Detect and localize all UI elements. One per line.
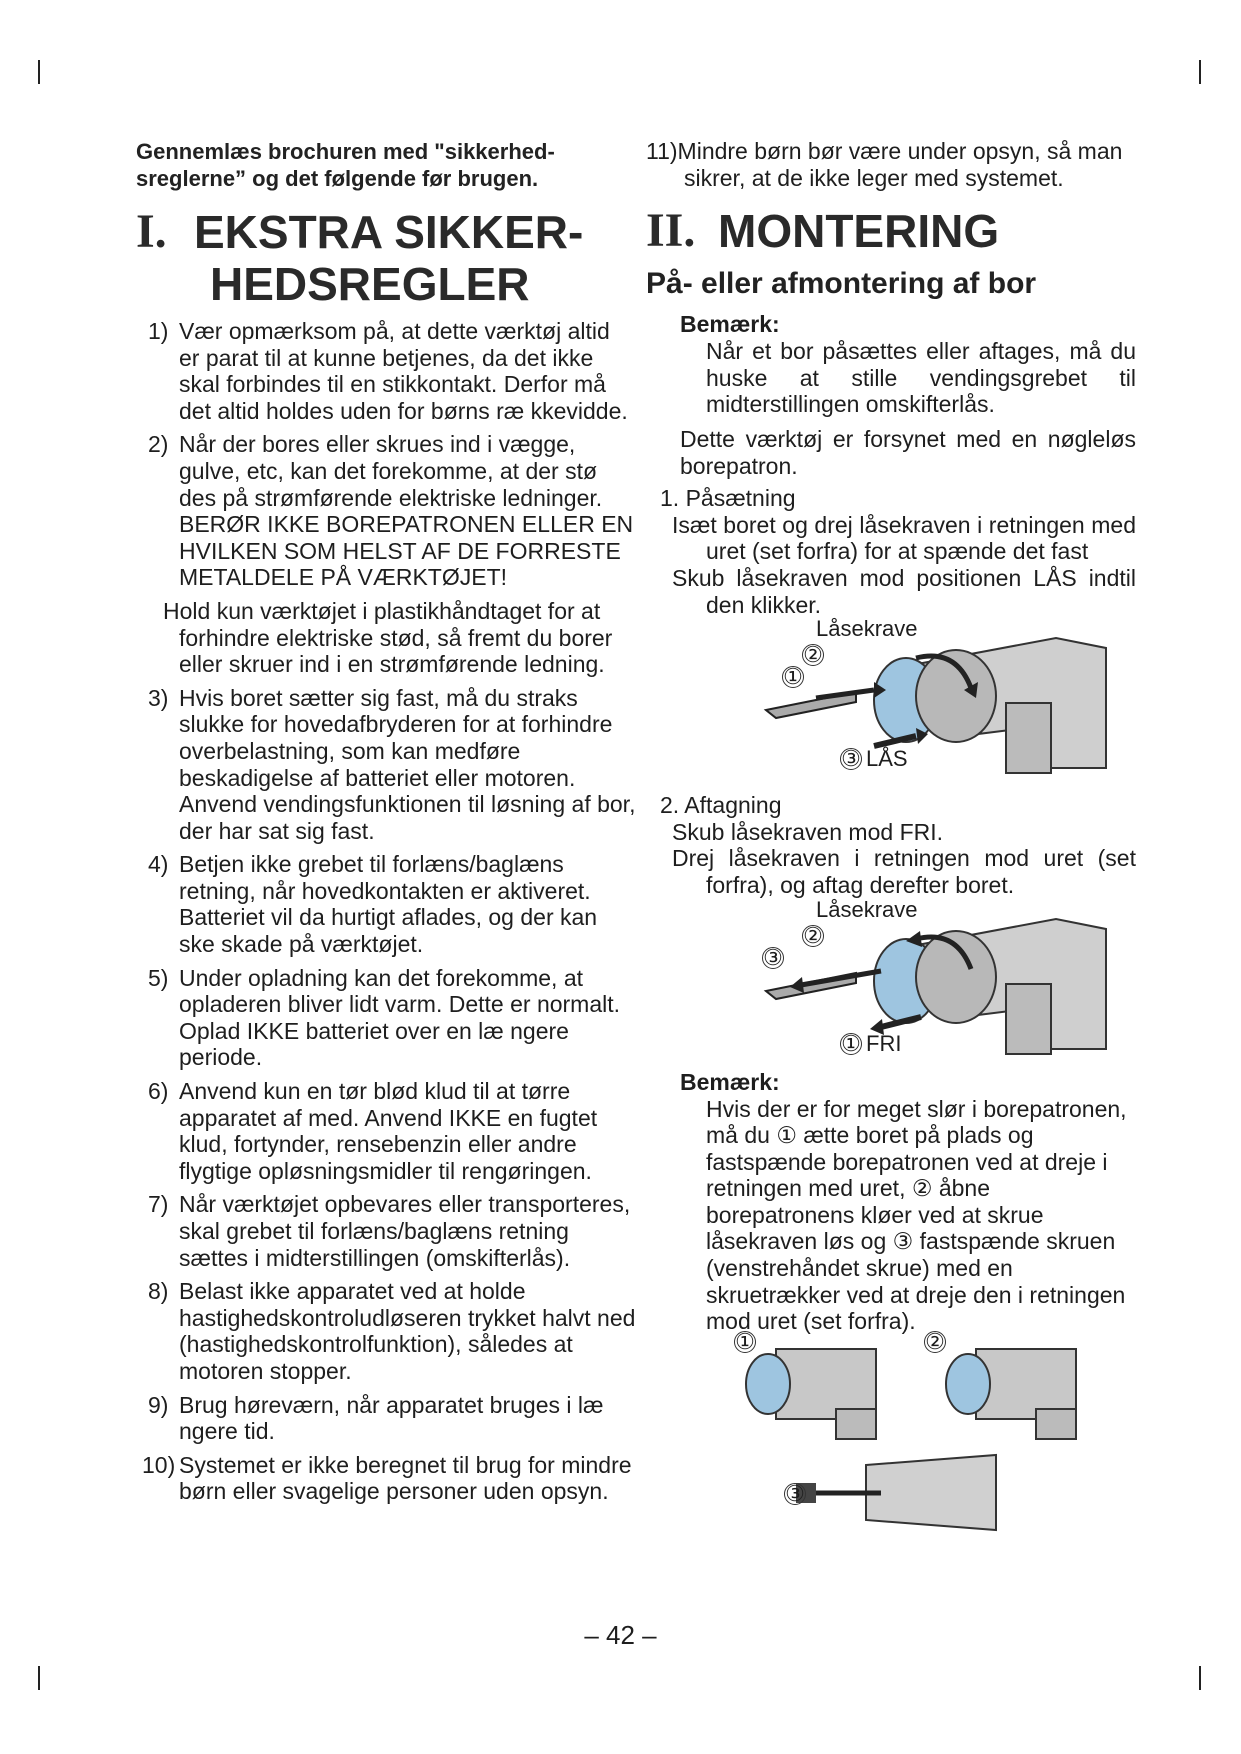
item-number: 7) bbox=[148, 1191, 169, 1218]
step-title: 1. Påsætning bbox=[660, 485, 796, 512]
right-column bbox=[646, 138, 1136, 1535]
list-item bbox=[136, 1452, 636, 1505]
list-item-continuation: Hold kun værktøjet i plastikhåndtaget for at forhindre elektriske stød, så fremt du borer eller skruer ind i en strømførende ledning. bbox=[163, 597, 613, 678]
paragraph: Dette værktøj er forsynet med en nøgleløs borepatron. bbox=[680, 425, 1136, 479]
marker-1: ① bbox=[783, 664, 803, 690]
item-text: Under opladning kan det forekomme, at opladeren bliver lidt varm. Dette er normalt. Oplad IKKE batteriet over en læ ngere periode. bbox=[179, 964, 621, 1071]
section-heading-safety bbox=[136, 206, 636, 310]
item-number: 4) bbox=[148, 851, 169, 878]
list-item bbox=[136, 1191, 636, 1271]
intro-text: Gennemlæs brochuren med "sikkerhed-sreglerne” og det følgende før brugen. bbox=[136, 139, 555, 191]
list-item bbox=[136, 1078, 636, 1184]
collar-label: Låsekrave bbox=[816, 896, 918, 922]
section-title: MONTERING bbox=[718, 205, 1000, 258]
section-title-line1: EKSTRA SIKKER- bbox=[194, 206, 584, 258]
item-text: Når der bores eller skrues ind i vægge, gulve, etc, kan det forekomme, at der stø des på strømførende elektriske ledninger. BERØR IKKE BOREPATRONEN ELLER EN HVILKEN SOM HELST AF DE FORRESTE METALDELE PÅ VÆRKTØJET! bbox=[179, 431, 634, 591]
page-number: – 42 – bbox=[584, 1620, 657, 1650]
section-number: I. bbox=[136, 205, 167, 258]
step-title: 2. Aftagning bbox=[660, 792, 782, 819]
note-text: Når et bor påsættes eller aftages, må du huske at stille vendingsgrebet til midterstillingen omskifterlås. bbox=[706, 338, 1136, 418]
item-text: Betjen ikke grebet til forlæns/baglæns retning, når hovedkontakten er aktiveret. Batteriet vil da hurtigt aflades, og der kan ske skade på værktøjet. bbox=[179, 851, 598, 958]
section-number: II. bbox=[646, 204, 696, 258]
safety-list bbox=[136, 318, 636, 1505]
drill-illustration bbox=[706, 618, 1146, 786]
note-text: Hvis der er for meget slør i borepatronen, må du ① ætte boret på plads og fastspænde borepatronen ved at dreje i retningen med uret, ② åbne borepatronens kløer ved at skrue låsekraven løs og ③ fastspænde skruen (venstrehåndet skrue) med en skruetrækker ved at dreje den i retningen mod uret (set forfra). bbox=[706, 1095, 1127, 1335]
marker-1: ① bbox=[735, 1328, 755, 1354]
item-text: Belast ikke apparatet ved at holde hastighedskontroludløseren trykket halvt ned (hastighedskontrolfunktion), således at motoren stopper. bbox=[179, 1278, 636, 1384]
list-item bbox=[136, 1278, 636, 1384]
crop-mark-bottom-right bbox=[1199, 1666, 1201, 1690]
step-text: Drej låsekraven i retningen mod uret (set forfra), og aftag derefter boret. bbox=[672, 845, 1136, 898]
collar-label: Låsekrave bbox=[816, 616, 918, 642]
marker-3: ③ bbox=[763, 944, 783, 970]
left-column bbox=[136, 138, 636, 1512]
item-number: 3) bbox=[148, 684, 169, 711]
item-number: 1) bbox=[148, 318, 169, 344]
item-text: Vær opmærksom på, at dette værktøj altid er parat til at kunne betjenes, da det ikke skal forbindes til en stikkontakt. Derfor må det altid holdes uden for børns ræ kkevidde. bbox=[179, 318, 628, 424]
subheading: På- eller afmontering af bor bbox=[646, 267, 1037, 301]
list-item bbox=[136, 431, 636, 591]
section-heading-assembly bbox=[646, 205, 1136, 257]
figure-chuck-adjust bbox=[726, 1328, 1166, 1535]
item-text: Mindre børn bør være under opsyn, så man sikrer, at de ikke leger med systemet. bbox=[677, 138, 1123, 191]
figure-remove-bit bbox=[706, 896, 1146, 1069]
list-item bbox=[136, 965, 636, 1071]
crop-mark-top-right bbox=[1199, 60, 1201, 84]
item-number: 2) bbox=[148, 431, 169, 458]
step-text: Skub låsekraven mod positionen LÅS indtil den klikker. bbox=[672, 564, 1136, 618]
list-item bbox=[136, 318, 636, 424]
marker-3: ③ bbox=[841, 746, 861, 772]
list-item bbox=[136, 1392, 636, 1445]
free-label: FRI bbox=[866, 1030, 902, 1056]
marker-2: ② bbox=[803, 642, 823, 668]
item-number: 6) bbox=[148, 1078, 169, 1105]
lock-label: LÅS bbox=[866, 746, 908, 772]
marker-1: ① bbox=[841, 1030, 861, 1056]
marker-2: ② bbox=[925, 1328, 945, 1354]
crop-mark-bottom-left bbox=[38, 1666, 40, 1690]
crop-mark-top-left bbox=[38, 60, 40, 84]
marker-2: ② bbox=[803, 922, 823, 948]
note-label: Bemærk: bbox=[680, 1068, 780, 1095]
item-number: 9) bbox=[148, 1391, 169, 1418]
marker-3: ③ bbox=[785, 1480, 805, 1506]
list-item bbox=[136, 685, 636, 845]
item-number: 5) bbox=[148, 964, 169, 991]
item-number: 10) bbox=[142, 1451, 176, 1478]
drill-illustration bbox=[706, 896, 1146, 1069]
item-text: Når værktøjet opbevares eller transporteres, skal grebet til forlæns/baglæns retning sættes i midterstillingen (omskifterlås). bbox=[179, 1191, 631, 1271]
item-text: Anvend kun en tør blød klud til at tørre apparatet af med. Anvend IKKE en fugtet klud, fortynder, rensebenzin eller andre flygtige opløsningsmidler til rengøringen. bbox=[179, 1078, 598, 1184]
item-number: 11) bbox=[646, 138, 678, 164]
item-text: Brug høreværn, når apparatet bruges i læ ngere tid. bbox=[179, 1391, 604, 1445]
drill-illustrations bbox=[726, 1335, 1086, 1535]
note-label: Bemærk: bbox=[680, 311, 780, 338]
figure-attach-bit bbox=[706, 618, 1146, 786]
section-title-line2: HEDSREGLER bbox=[210, 258, 530, 310]
item-text: Systemet er ikke beregnet til brug for mindre børn eller svagelige personer uden opsyn. bbox=[179, 1451, 632, 1505]
item-text: Hvis boret sætter sig fast, må du straks slukke for hovedafbryderen for at forhindre overbelastning, som kan medføre beskadigelse af batteriet eller motoren. Anvend vendingsfunktionen til løsning af bor, der har sat sig fast. bbox=[179, 684, 636, 844]
step-text: Skub låsekraven mod FRI. bbox=[672, 818, 944, 845]
step-text: Isæt boret og drej låsekraven i retningen med uret (set forfra) for at spænde det fast bbox=[672, 511, 1136, 565]
item-number: 8) bbox=[148, 1278, 169, 1305]
list-item bbox=[136, 851, 636, 957]
list-item-11 bbox=[646, 138, 1136, 191]
